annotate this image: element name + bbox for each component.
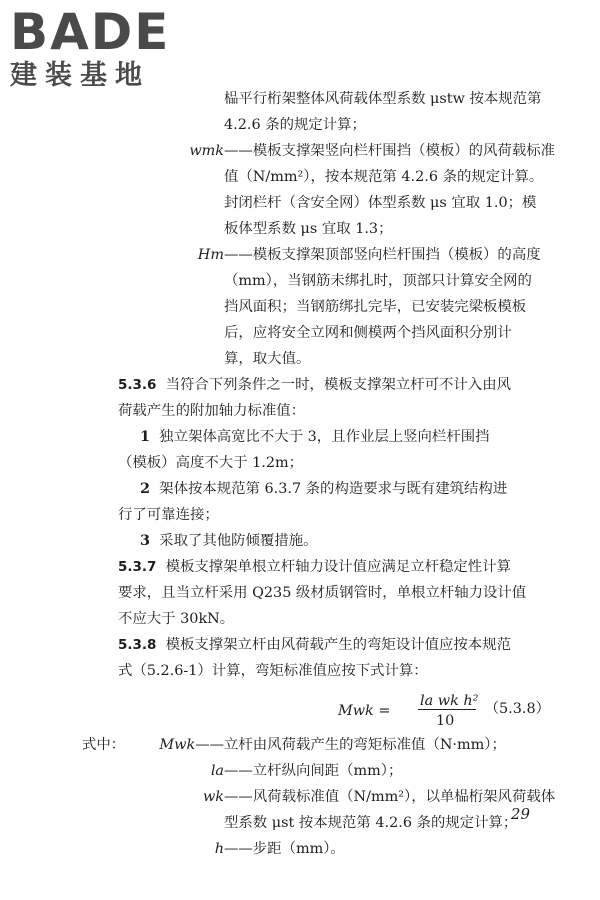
definition-text: ——立杆由风荷载产生的弯矩标准值（N·mm）； xyxy=(195,737,506,753)
text-line: 榀平行桁架整体风荷载体型系数 μstw 按本规范第 xyxy=(224,91,542,107)
clause-5-3-7 xyxy=(118,554,550,580)
logo xyxy=(10,3,171,92)
symbol-wmk: wmk xyxy=(189,143,224,159)
clause-number: 5.3.6 xyxy=(118,377,157,393)
clause-number: 5.3.8 xyxy=(118,637,157,653)
page-body xyxy=(82,86,556,862)
definition-text: ——立杆纵向间距（mm）； xyxy=(224,763,403,779)
formula-number: （5.3.8） xyxy=(484,701,550,717)
item-text: 独立架体高宽比不大于 3，且作业层上竖向栏杆围挡 xyxy=(159,429,490,445)
formula-5-3-8 xyxy=(118,684,550,732)
formula-lhs: Mwk = xyxy=(338,703,391,719)
text-line: 不应大于 30kN。 xyxy=(118,611,235,627)
text-line: 封闭栏杆（含安全网）体型系数 μs 宜取 1.0；模 xyxy=(224,195,537,211)
symbol-wk: wk xyxy=(202,789,224,805)
text-line: 值（N/mm²），按本规范第 4.2.6 条的规定计算。 xyxy=(224,169,544,185)
text-line: 算，取大值。 xyxy=(224,351,311,367)
definition-text: ——步距（mm）。 xyxy=(224,841,345,857)
text-line: 挡风面积；当钢筋绑扎完毕，已安装完梁板模板 xyxy=(224,299,527,315)
text-line: 要求，且当立杆采用 Q235 级材质钢管时，单根立杆轴力设计值 xyxy=(118,585,527,601)
definition-text: ——模板支撑架竖向栏杆围挡（模板）的风荷载标准 xyxy=(224,143,555,159)
symbol-mwk: Mwk xyxy=(159,737,196,753)
formula-numerator: la wk h² xyxy=(420,693,479,709)
definition-text: ——模板支撑架顶部竖向栏杆围挡（模板）的高度 xyxy=(224,247,541,263)
text-line: （模板）高度不大于 1.2m； xyxy=(118,455,304,471)
where-label: 式中： xyxy=(82,737,126,753)
list-item xyxy=(118,424,550,450)
item-number: 3 xyxy=(140,532,151,549)
definition-wmk xyxy=(118,138,555,164)
clause-text: 模板支撑架立杆由风荷载产生的弯矩设计值应按本规范 xyxy=(165,637,511,653)
definition-mwk xyxy=(82,732,550,758)
logo-wordmark: BADE xyxy=(10,3,171,61)
definition-text: ——风荷载标准值（N/mm²），以单榀桁架风荷载体 xyxy=(224,789,556,805)
list-item xyxy=(118,528,550,554)
text-line: 4.2.6 条的规定计算； xyxy=(224,117,366,133)
logo-subtitle: 建装基地 xyxy=(10,60,150,91)
text-line: （mm），当钢筋未绑扎时，顶部只计算安全网的 xyxy=(224,273,532,289)
item-number: 2 xyxy=(140,480,151,497)
item-number: 1 xyxy=(140,428,151,445)
clause-number: 5.3.7 xyxy=(118,559,157,575)
symbol-la: la xyxy=(210,763,224,779)
formula-denominator: 10 xyxy=(436,713,455,729)
text-line: 型系数 μst 按本规范第 4.2.6 条的规定计算； xyxy=(224,815,518,831)
definition-h xyxy=(118,836,550,862)
symbol-h: h xyxy=(214,841,224,857)
text-line: 后，应将安全立网和侧模两个挡风面积分别计 xyxy=(224,325,512,341)
clause-text: 当符合下列条件之一时，模板支撑架立杆可不计入由风 xyxy=(165,377,511,393)
clause-5-3-8 xyxy=(118,632,550,658)
definition-wk xyxy=(118,784,556,810)
page-number: 29 xyxy=(510,805,530,823)
symbol-hm: Hm xyxy=(197,247,224,263)
definition-hm xyxy=(118,242,550,268)
item-text: 采取了其他防倾覆措施。 xyxy=(159,533,318,549)
text-line: 行了可靠连接； xyxy=(118,507,219,523)
definition-la xyxy=(118,758,550,784)
clause-5-3-6 xyxy=(118,372,550,398)
text-line: 荷载产生的附加轴力标准值： xyxy=(118,403,306,419)
list-item xyxy=(118,476,550,502)
text-line: 板体型系数 μs 宜取 1.3； xyxy=(224,221,393,237)
clause-text: 模板支撑架单根立杆轴力设计值应满足立杆稳定性计算 xyxy=(165,559,511,575)
item-text: 架体按本规范第 6.3.7 条的构造要求与既有建筑结构进 xyxy=(159,481,508,497)
text-line: 式（5.2.6-1）计算，弯矩标准值应按下式计算： xyxy=(118,663,428,679)
